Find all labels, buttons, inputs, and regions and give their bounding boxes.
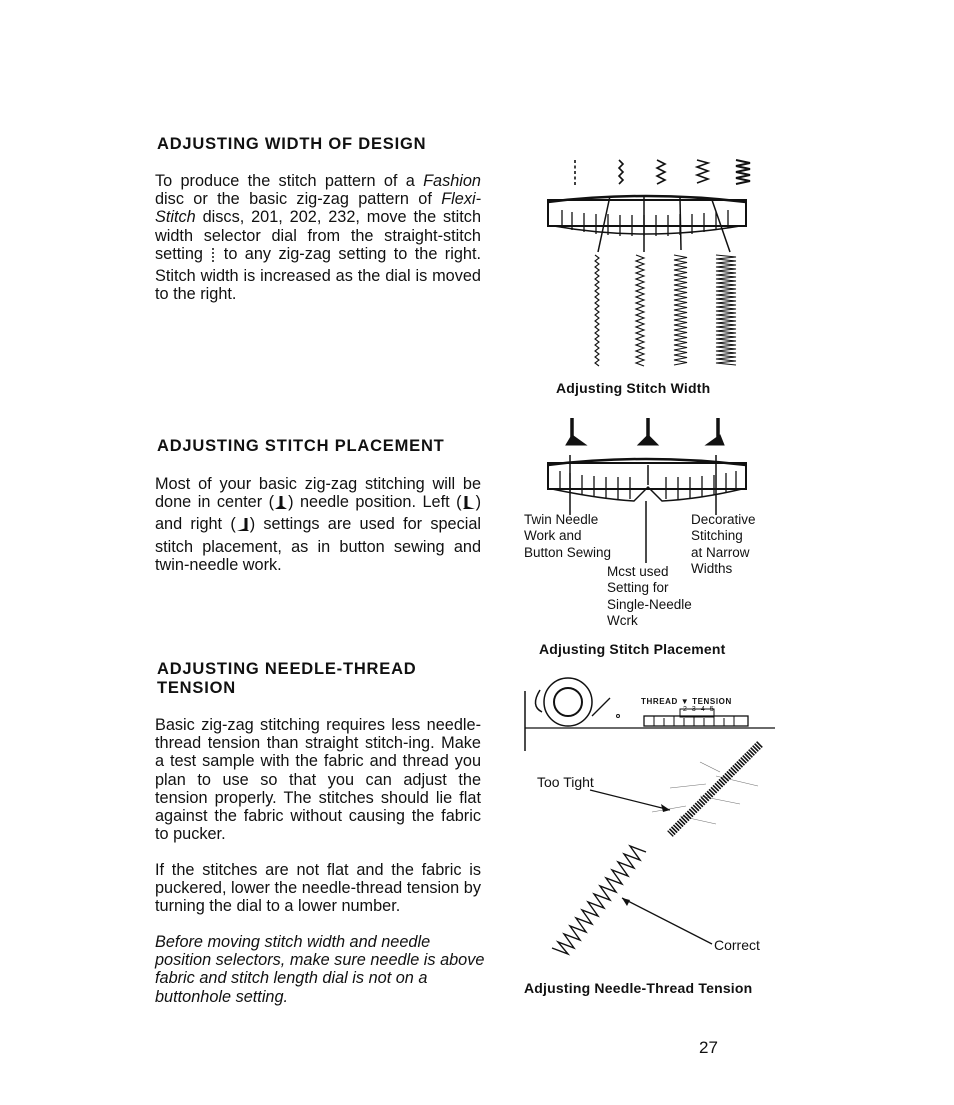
stitch-width-figure xyxy=(540,150,760,375)
correct-stitches xyxy=(552,846,646,954)
width-dial xyxy=(548,196,746,252)
heading-width: ADJUSTING WIDTH OF DESIGN xyxy=(157,135,427,153)
tension-figure xyxy=(520,676,780,966)
needle-position-symbols xyxy=(566,418,724,445)
heading-placement: ADJUSTING STITCH PLACEMENT xyxy=(157,437,445,455)
label-correct: Correct xyxy=(714,937,760,953)
heading-tension: ADJUSTING NEEDLE-THREAD TENSION xyxy=(157,660,417,697)
note-caution: Before moving stitch width and needle position selectors, make sure needle is above fabric and stitch length dial is not on a buttonhole setting. xyxy=(155,933,485,1006)
tension-label: THREAD ▼ TENSION xyxy=(641,697,732,706)
too-tight-arrow xyxy=(590,790,670,810)
tension-numbers: 2 3 4 5 xyxy=(683,706,714,713)
label-decorative: Decorative Stitching at Narrow Widths xyxy=(691,512,756,576)
too-tight-arrowhead xyxy=(661,804,670,812)
label-too-tight: Too Tight xyxy=(537,774,594,790)
label-most-used: Mcst used Setting for Single-Needle Wcrk xyxy=(607,564,692,628)
paragraph-placement: Most of your basic zig-zag stitching will be done in center ( ) needle position. Left ( ) and right ( ) settings are used for special stitch placement, as in button sewing and twin-needle work. xyxy=(155,475,481,574)
stitch-samples xyxy=(595,255,736,366)
tension-dial xyxy=(525,678,775,751)
paragraph-tension-1: Basic zig-zag stitching requires less needle-thread tension than straight stitch-ing. Make a test sample with the fabric and thread you plan to use so that you can adjust the tension properly. The stitches should lie flat against the fabric without causing the fabric to pucker. xyxy=(155,716,481,844)
label-twin-needle: Twin Needle Work and Button Sewing xyxy=(524,512,612,560)
correct-arrow xyxy=(622,898,712,944)
too-tight-stitches xyxy=(652,744,760,834)
width-setting-symbols xyxy=(575,160,750,185)
page-number: 27 xyxy=(699,1038,718,1057)
paragraph-tension-2: If the stitches are not flat and the fabric is puckered, lower the needle-thread tension by turning the dial to a lower number. xyxy=(155,861,481,916)
right-needle-icon xyxy=(236,517,250,537)
caption-stitch-width: Adjusting Stitch Width xyxy=(556,380,711,396)
caption-stitch-placement: Adjusting Stitch Placement xyxy=(539,641,726,657)
center-needle-icon xyxy=(274,495,288,515)
paragraph-width: To produce the stitch pattern of a Fashion disc or the basic zig-zag pattern of Flexi-Stitch discs, 201, 202, 232, move the stitch width selector dial from the straight-stitch setting to any zig-zag setting to the right. Stitch width is increased as the dial is moved to the right. xyxy=(155,172,481,304)
caption-tension: Adjusting Needle-Thread Tension xyxy=(524,980,753,996)
left-needle-icon xyxy=(462,495,476,515)
correct-arrowhead xyxy=(622,898,630,906)
